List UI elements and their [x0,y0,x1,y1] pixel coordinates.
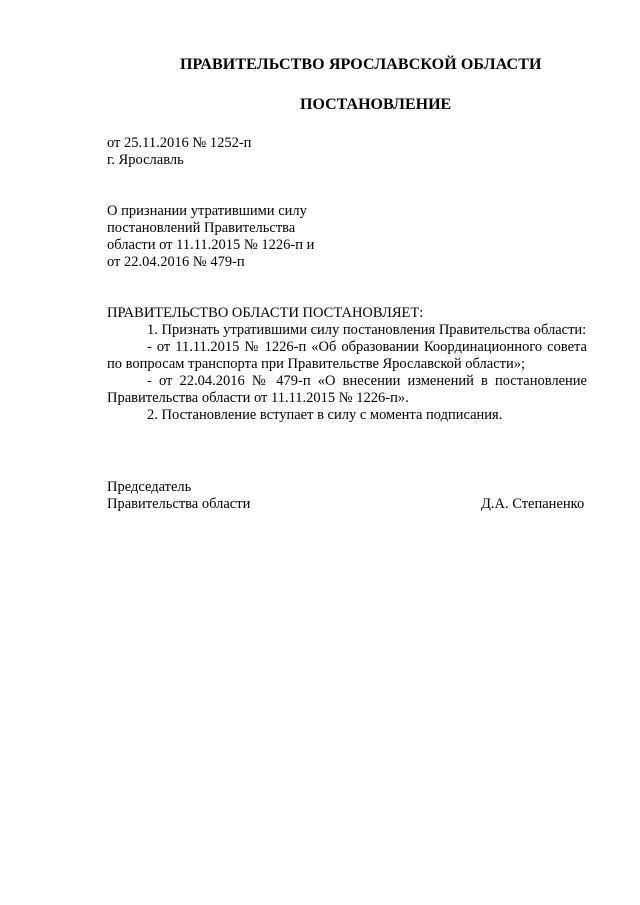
document-city: г. Ярославль [107,152,184,168]
item-1-sub-2-line-1: - от 22.04.2016 № 479-п «О внесении изменений в постановление [147,373,587,389]
subject-line-4: от 22.04.2016 № 479-п [107,254,245,270]
subject-line-1: О признании утратившими силу [107,203,307,219]
resolves-heading: ПРАВИТЕЛЬСТВО ОБЛАСТИ ПОСТАНОВЛЯЕТ: [107,305,424,321]
subject-line-3: области от 11.11.2015 № 1226-п и [107,237,315,253]
item-1-sub-1-line-1: - от 11.11.2015 № 1226-п «Об образовании Координационного совета [147,339,587,355]
item-2: 2. Постановление вступает в силу с момента подписания. [147,407,503,423]
signatory-position-line-1: Председатель [107,479,192,495]
signatory-name: Д.А. Степаненко [481,496,585,512]
signatory-position-line-2: Правительства области [107,496,251,512]
subject-line-2: постановлений Правительства [107,220,296,236]
document-date-number: от 25.11.2016 № 1252-п [107,135,252,151]
item-1: 1. Признать утратившими силу постановления Правительства области: [147,322,587,338]
item-1-sub-1-line-2: по вопросам транспорта при Правительстве Ярославской области»; [107,356,526,372]
item-1-sub-2-line-2: Правительства области от 11.11.2015 № 1226-п». [107,390,409,406]
issuing-authority: ПРАВИТЕЛЬСТВО ЯРОСЛАВСКОЙ ОБЛАСТИ [180,56,542,73]
document-type: ПОСТАНОВЛЕНИЕ [300,96,452,113]
